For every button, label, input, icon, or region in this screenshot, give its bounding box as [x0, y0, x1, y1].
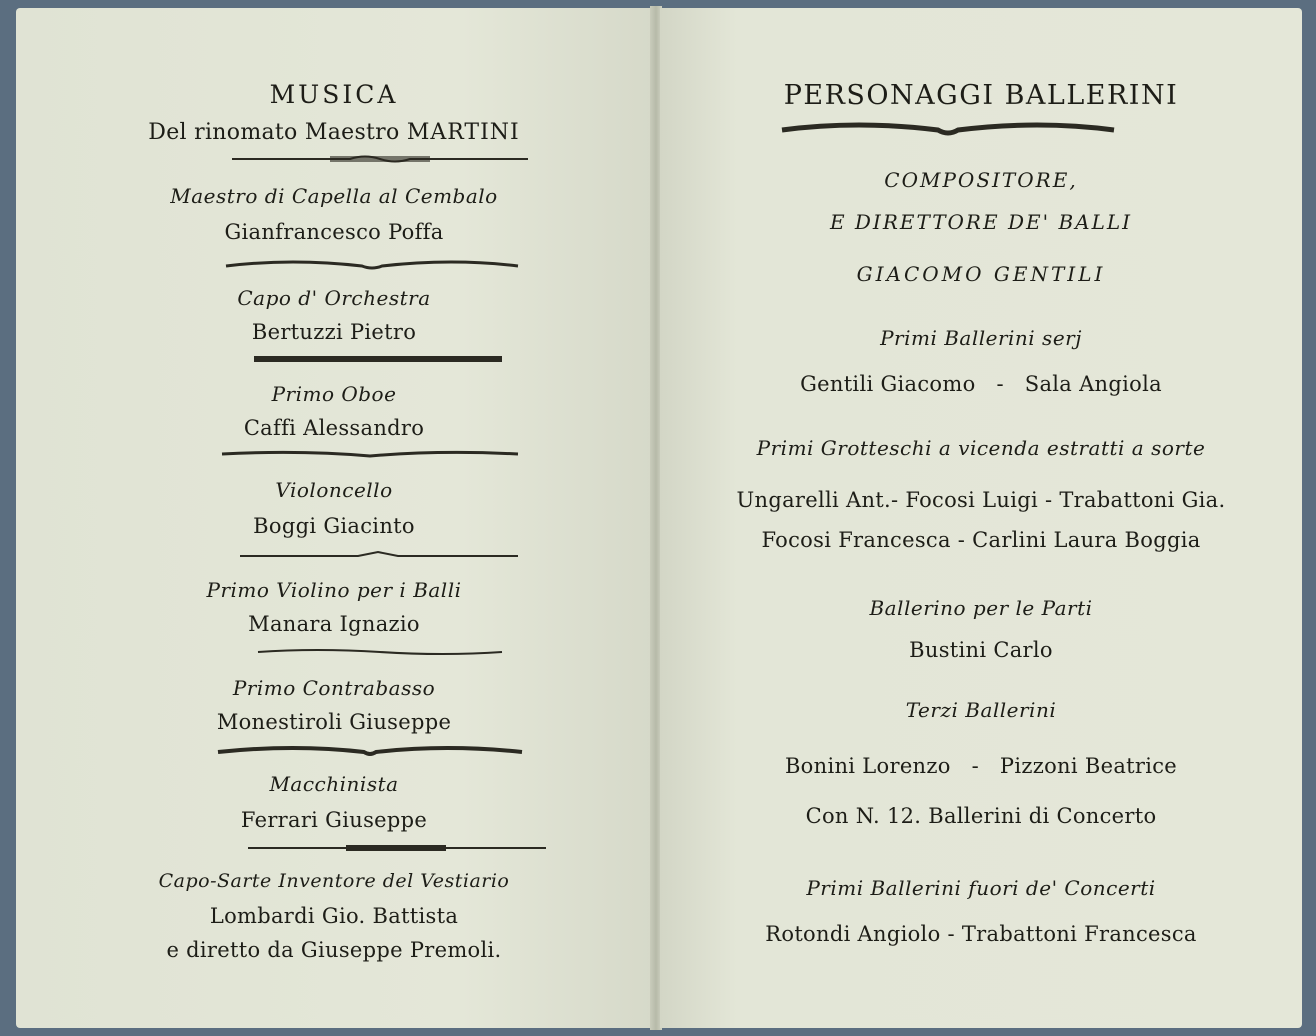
- page-title-musica: MUSICA: [269, 80, 399, 109]
- role-maestro-di-capella: Maestro di Capella al Cembalo: [170, 184, 498, 208]
- composer-credit-prefix: Del rinomato Maestro: [148, 120, 400, 145]
- ornament-rule: [230, 152, 530, 166]
- name-primo-violino: Manara Ignazio: [248, 612, 420, 636]
- dancers-parti: Bustini Carlo: [909, 638, 1053, 662]
- costume-note: e diretto da Giuseppe Premoli.: [166, 938, 502, 962]
- name-macchinista: Ferrari Giuseppe: [240, 808, 428, 832]
- section-heading-grotteschi: Primi Grotteschi a vicenda estratti a sorte: [756, 436, 1206, 460]
- dancers-terzi: Bonini Lorenzo - Pizzoni Beatrice: [784, 754, 1178, 778]
- name-capo-orchestra: Bertuzzi Pietro: [251, 320, 417, 344]
- role-primo-contrabasso: Primo Contrabasso: [232, 676, 436, 700]
- section-heading-terzi: Terzi Ballerini: [905, 698, 1057, 722]
- right-page: [660, 8, 1302, 1028]
- ornament-rule: [246, 842, 548, 854]
- section-heading-primi-serj: Primi Ballerini serj: [880, 326, 1082, 350]
- composer-credit: [16, 120, 652, 145]
- role-violoncello: Violoncello: [275, 478, 393, 502]
- name-primo-oboe: Caffi Alessandro: [243, 416, 425, 440]
- ornament-rule: [256, 646, 504, 658]
- name-primo-contrabasso: Monestiroli Giuseppe: [216, 710, 452, 734]
- role-capo-sarte: Capo-Sarte Inventore del Vestiario: [158, 870, 510, 892]
- section-heading-parti: Ballerino per le Parti: [869, 596, 1093, 620]
- name-capo-sarte: Lombardi Gio. Battista: [209, 904, 459, 928]
- role-primo-violino: Primo Violino per i Balli: [206, 578, 462, 602]
- ornament-rule: [220, 446, 520, 462]
- ornament-rule: [252, 354, 504, 364]
- name-violoncello: Boggi Giacinto: [253, 514, 415, 538]
- role-macchinista: Macchinista: [269, 772, 399, 796]
- section-heading-fuori-concerti: Primi Ballerini fuori de' Concerti: [806, 876, 1156, 900]
- dancers-grotteschi-2: Focosi Francesca - Carlini Laura Boggia: [761, 528, 1201, 552]
- role-primo-oboe: Primo Oboe: [271, 382, 397, 406]
- dancers-primi-serj: Gentili Giacomo - Sala Angiola: [800, 372, 1162, 396]
- ornament-rule: [238, 550, 520, 562]
- name-maestro-di-capella: Gianfrancesco Poffa: [224, 220, 444, 244]
- page-title-personaggi: PERSONAGGI BALLERINI: [783, 80, 1179, 111]
- composer-heading-line2: E DIRETTORE DE' BALLI: [829, 210, 1133, 234]
- ornament-rule: [214, 742, 526, 760]
- ornament-rule: [778, 118, 1118, 140]
- role-capo-orchestra: Capo d' Orchestra: [237, 286, 431, 310]
- composer-name: GIACOMO GENTILI: [856, 262, 1106, 286]
- dancers-concerto: Con N. 12. Ballerini di Concerto: [805, 804, 1157, 828]
- composer-heading-line1: COMPOSITORE,: [884, 168, 1078, 192]
- dancers-grotteschi-1: Ungarelli Ant.- Focosi Luigi - Trabattoni Gia.: [736, 488, 1226, 512]
- left-page: [16, 8, 652, 1028]
- dancers-fuori-concerti: Rotondi Angiolo - Trabattoni Francesca: [765, 922, 1197, 946]
- composer-credit-name: MARTINI: [406, 120, 520, 145]
- ornament-rule: [222, 256, 522, 274]
